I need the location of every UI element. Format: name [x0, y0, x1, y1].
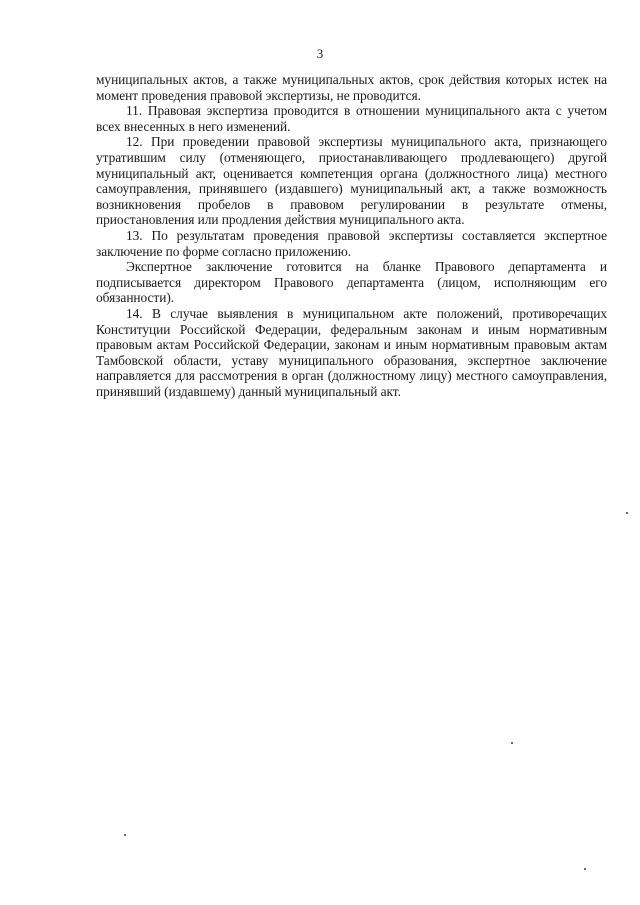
- scan-speck: [626, 512, 628, 514]
- paragraph-item-11: 11. Правовая экспертиза проводится в отношении муниципального акта с учетом всех внесенных в него изменений.: [96, 103, 607, 134]
- paragraph-item-13: 13. По результатам проведения правовой экспертизы составляется экспертное заключение по форме согласно приложению.: [96, 227, 607, 259]
- paragraph-item-14: 14. В случае выявления в муниципальном акте положений, противоречащих Конституции Российской Федерации, федеральным законам и иным нормативным правовым актам Российской Федерации, законам и иным нормативным правовым актам Тамбовской области, уставу муниципального образования, экспертное заключение направляется для рассмотрения в орган (должностному лицу) местного самоуправления, принявший (издавшему) данный муниципальный акт.: [96, 305, 607, 399]
- scan-speck: [124, 834, 126, 836]
- scan-speck: [511, 742, 513, 744]
- document-body: [96, 72, 607, 399]
- scan-speck: [584, 868, 586, 870]
- paragraph-expert-conclusion: Экспертное заключение готовится на бланке Правового департамента и подписывается директором Правового департамента (лицом, исполняющим его обязанности).: [96, 259, 607, 306]
- paragraph-continuation: муниципальных актов, а также муниципальных актов, срок действия которых истек на момент проведения правовой экспертизы, не проводится.: [96, 72, 607, 103]
- page-number: 3: [316, 46, 324, 61]
- paragraph-item-12: 12. При проведении правовой экспертизы муниципального акта, признающего утратившим силу (отменяющего, приостанавливающего продлевающего) другой муниципальный акт, оценивается компетенция органа (должностного лица) местного самоуправления, принявшего (издавшего) муниципальный акт, а также возможность возникновения пробелов в правовом регулировании в результате отмены, приостановления или продления действия муниципального акта.: [96, 134, 607, 228]
